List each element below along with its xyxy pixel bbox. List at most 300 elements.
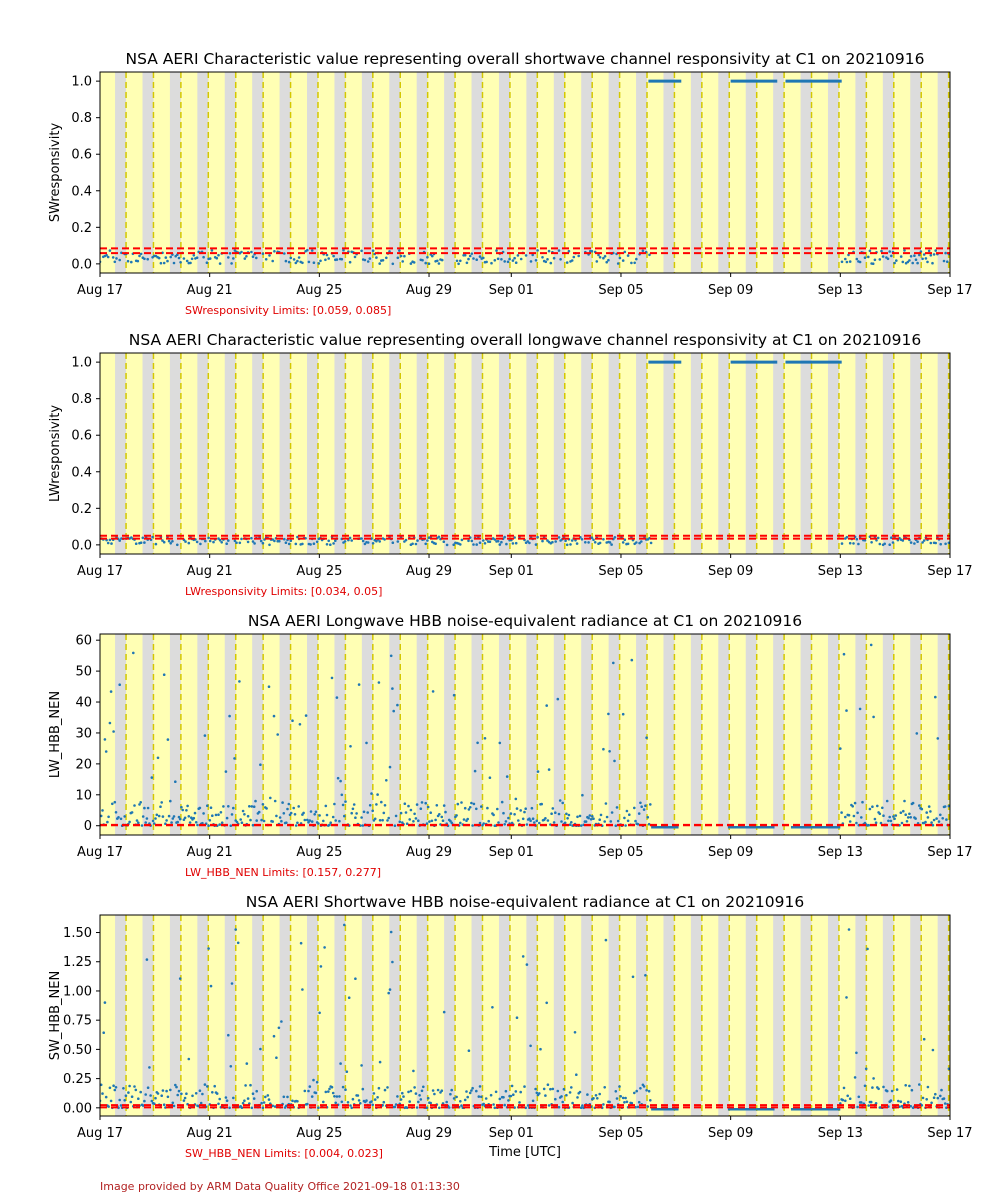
y-tick-label: 0.75	[63, 1013, 92, 1029]
night-band	[307, 634, 318, 835]
x-tick-label: Sep 17	[927, 845, 973, 860]
data-point	[576, 1096, 579, 1099]
data-point	[869, 808, 872, 811]
data-point	[585, 820, 588, 823]
y-tick-label: 30	[75, 726, 92, 742]
data-point	[132, 652, 135, 655]
data-point	[470, 802, 473, 805]
data-point	[434, 819, 437, 822]
data-point	[445, 1101, 448, 1104]
data-point	[213, 1085, 216, 1088]
data-point	[105, 1096, 108, 1099]
data-point	[472, 257, 475, 260]
data-point	[427, 806, 430, 809]
data-point	[154, 817, 157, 820]
x-tick-label: Aug 29	[406, 283, 453, 298]
data-point	[332, 255, 335, 258]
data-point	[107, 1105, 110, 1108]
data-point	[304, 819, 307, 822]
data-point	[580, 824, 583, 827]
y-tick-label: 1.50	[63, 926, 92, 942]
data-point	[928, 250, 931, 253]
data-point	[274, 800, 277, 803]
data-point	[334, 539, 337, 542]
data-point	[631, 1102, 634, 1105]
data-point	[336, 1095, 339, 1098]
data-point	[311, 1095, 314, 1098]
data-point	[404, 802, 407, 805]
data-point	[142, 815, 145, 818]
data-point	[859, 708, 862, 711]
y-axis-label: SWresponsivity	[48, 122, 63, 223]
data-point	[176, 544, 179, 547]
data-point	[107, 816, 110, 819]
data-point	[385, 779, 388, 782]
daylight-bands	[100, 353, 950, 554]
data-point	[627, 543, 630, 546]
data-point	[251, 805, 254, 808]
night-band	[773, 353, 784, 554]
data-point	[914, 817, 917, 820]
data-point	[470, 1089, 473, 1092]
data-point	[118, 259, 121, 262]
data-point	[227, 805, 230, 808]
night-band	[883, 353, 894, 554]
data-point	[248, 805, 251, 808]
data-point	[360, 537, 363, 540]
data-point	[139, 801, 142, 804]
data-point	[499, 543, 502, 546]
panel-4	[48, 893, 973, 1160]
data-point	[165, 256, 168, 259]
data-point	[925, 811, 928, 814]
data-point	[400, 1098, 403, 1101]
night-band	[389, 353, 400, 554]
y-tick-label: 0.25	[63, 1072, 92, 1088]
data-point	[916, 732, 919, 735]
data-point	[441, 816, 444, 819]
data-point	[644, 804, 647, 807]
data-point	[443, 540, 446, 543]
night-band	[609, 634, 620, 835]
data-point	[513, 813, 516, 816]
data-point	[354, 977, 357, 980]
data-point	[872, 262, 875, 265]
data-point	[252, 1092, 255, 1095]
data-point	[155, 543, 158, 546]
data-point	[507, 261, 510, 264]
data-point	[252, 824, 255, 827]
data-point	[844, 258, 847, 261]
data-point	[189, 821, 192, 824]
data-point	[250, 537, 253, 540]
night-band	[362, 353, 373, 554]
data-point	[371, 810, 374, 813]
data-point	[273, 540, 276, 543]
night-band	[691, 634, 702, 835]
data-point	[532, 817, 535, 820]
data-point	[649, 803, 652, 806]
data-point	[633, 1092, 636, 1095]
data-point	[854, 802, 857, 805]
data-point	[291, 1100, 294, 1103]
data-point	[401, 1092, 404, 1095]
data-point	[244, 257, 247, 260]
night-band	[307, 915, 318, 1116]
night-band	[636, 72, 647, 273]
data-point	[484, 737, 487, 740]
night-band	[115, 72, 126, 273]
data-point	[344, 1088, 347, 1091]
data-point	[622, 259, 625, 262]
data-point	[264, 1096, 267, 1099]
data-point	[650, 542, 653, 545]
night-band	[225, 353, 236, 554]
data-point	[609, 541, 612, 544]
night-band	[143, 72, 154, 273]
data-point	[299, 723, 302, 726]
data-point	[209, 819, 212, 822]
data-point	[858, 1096, 861, 1099]
x-tick-label: Sep 13	[817, 283, 863, 298]
night-band	[389, 634, 400, 835]
data-point	[374, 818, 377, 821]
data-point	[507, 1099, 510, 1102]
data-point	[183, 1099, 186, 1102]
data-point	[389, 988, 392, 991]
data-point	[206, 1085, 209, 1088]
data-point	[281, 801, 284, 804]
night-band	[883, 634, 894, 835]
x-tick-label: Aug 21	[186, 283, 233, 298]
y-tick-label: 0.2	[71, 501, 92, 517]
data-point	[896, 1088, 899, 1091]
data-point	[581, 1104, 584, 1107]
data-point	[405, 539, 408, 542]
y-tick-label: 0	[83, 819, 92, 835]
data-point	[212, 541, 215, 544]
data-point	[872, 716, 875, 719]
data-point	[491, 1006, 494, 1009]
data-point	[259, 1048, 262, 1051]
data-point	[360, 816, 363, 819]
data-point	[545, 1002, 548, 1005]
data-point	[900, 811, 903, 814]
data-point	[416, 1106, 419, 1109]
data-point	[426, 539, 429, 542]
data-point	[883, 543, 886, 546]
data-point	[204, 734, 207, 737]
x-tick-label: Sep 01	[488, 283, 534, 298]
data-point	[325, 1091, 328, 1094]
data-point	[253, 805, 256, 808]
data-point	[569, 823, 572, 826]
data-point	[220, 541, 223, 544]
data-point	[874, 259, 877, 262]
data-point	[302, 812, 305, 815]
night-band	[389, 72, 400, 273]
data-point	[564, 822, 567, 825]
data-point	[255, 819, 258, 822]
data-point	[338, 1095, 341, 1098]
data-point	[193, 817, 196, 820]
night-band	[554, 72, 565, 273]
data-point	[902, 810, 905, 813]
data-point	[329, 821, 332, 824]
data-point	[412, 1070, 415, 1073]
x-tick-label: Aug 21	[186, 845, 233, 860]
data-point	[247, 815, 250, 818]
data-point	[503, 823, 506, 826]
data-point	[234, 928, 237, 931]
data-point	[431, 820, 434, 823]
data-point	[185, 809, 188, 812]
data-point	[438, 813, 441, 816]
data-point	[486, 807, 489, 810]
night-band	[663, 353, 674, 554]
data-point	[607, 259, 610, 262]
data-point	[180, 1093, 183, 1096]
data-point	[626, 810, 629, 813]
data-point	[352, 808, 355, 811]
x-tick-label: Aug 25	[296, 564, 343, 579]
y-tick-label: 0.0	[71, 257, 92, 273]
data-point	[230, 1065, 233, 1068]
data-point	[225, 770, 228, 773]
data-point	[489, 776, 492, 779]
x-tick-label: Sep 09	[708, 564, 754, 579]
data-point	[571, 1102, 574, 1105]
data-point	[887, 258, 890, 261]
data-point	[554, 540, 557, 543]
data-point	[895, 259, 898, 262]
data-point	[906, 820, 909, 823]
data-point	[849, 542, 852, 545]
data-point	[120, 1104, 123, 1107]
data-point	[903, 249, 906, 252]
data-point	[541, 540, 544, 543]
data-point	[372, 249, 375, 252]
data-point	[469, 1092, 472, 1095]
data-point	[532, 1100, 535, 1103]
night-band	[801, 915, 812, 1116]
night-band	[472, 72, 483, 273]
data-point	[278, 540, 281, 543]
night-band	[280, 72, 291, 273]
y-tick-label: 0.0	[71, 538, 92, 554]
data-point	[432, 690, 435, 693]
data-point	[441, 259, 444, 262]
data-point	[179, 818, 182, 821]
data-point	[300, 942, 303, 945]
data-point	[523, 811, 526, 814]
x-tick-label: Sep 09	[708, 283, 754, 298]
data-point	[339, 1062, 342, 1065]
data-point	[394, 1106, 397, 1109]
data-point	[943, 260, 946, 263]
data-point	[500, 541, 503, 544]
data-point	[843, 653, 846, 656]
data-point	[879, 543, 882, 546]
night-band	[691, 915, 702, 1116]
data-point	[320, 965, 323, 968]
data-point	[375, 803, 378, 806]
data-point	[296, 822, 299, 825]
data-point	[118, 683, 121, 686]
night-band	[115, 353, 126, 554]
night-band	[801, 72, 812, 273]
data-point	[269, 797, 272, 800]
data-point	[331, 677, 334, 680]
data-point	[295, 543, 298, 546]
data-point	[618, 1085, 621, 1088]
data-point	[614, 536, 617, 539]
data-point	[469, 806, 472, 809]
data-point	[265, 807, 268, 810]
data-point	[516, 1016, 519, 1019]
data-point	[602, 748, 605, 751]
data-point	[179, 977, 182, 980]
data-point	[867, 824, 870, 827]
data-point	[209, 540, 212, 543]
data-point	[495, 249, 498, 252]
data-point	[519, 1091, 522, 1094]
data-point	[157, 757, 160, 760]
data-point	[294, 813, 297, 816]
data-point	[615, 1090, 618, 1093]
data-point	[273, 1035, 276, 1038]
data-point	[544, 1094, 547, 1097]
limits-text: SW_HBB_NEN Limits: [0.004, 0.023]	[185, 1147, 383, 1160]
data-point	[407, 805, 410, 808]
data-point	[643, 808, 646, 811]
data-point	[207, 824, 210, 827]
data-point	[512, 259, 515, 262]
data-point	[285, 260, 288, 263]
x-tick-label: Aug 29	[406, 1126, 453, 1141]
data-point	[333, 803, 336, 806]
data-point	[227, 539, 230, 542]
data-point	[424, 543, 427, 546]
x-tick-label: Sep 09	[708, 1126, 754, 1141]
night-band	[855, 634, 866, 835]
data-point	[603, 820, 606, 823]
data-point	[398, 249, 401, 252]
data-point	[563, 1088, 566, 1091]
data-point	[426, 256, 429, 259]
data-point	[581, 794, 584, 797]
data-point	[559, 258, 562, 261]
data-point	[547, 1083, 550, 1086]
data-point	[645, 736, 648, 739]
data-point	[301, 543, 304, 546]
data-point	[245, 255, 248, 258]
data-point	[309, 819, 312, 822]
night-band	[691, 353, 702, 554]
data-point	[943, 1097, 946, 1100]
data-point	[283, 1096, 286, 1099]
data-point	[944, 252, 947, 255]
data-point	[369, 804, 372, 807]
data-point	[211, 814, 214, 817]
data-point	[512, 1093, 515, 1096]
data-point	[115, 811, 118, 814]
data-point	[387, 817, 390, 820]
data-point	[167, 1096, 170, 1099]
data-point	[232, 257, 235, 260]
panel-title: NSA AERI Shortwave HBB noise-equivalent radiance at C1 on 20210916	[245, 893, 805, 911]
data-point	[844, 816, 847, 819]
data-point	[944, 805, 947, 808]
data-point	[207, 947, 210, 950]
y-tick-label: 10	[75, 788, 92, 804]
data-point	[587, 817, 590, 820]
night-band	[225, 634, 236, 835]
data-point	[109, 722, 112, 725]
data-point	[364, 259, 367, 262]
data-point	[575, 1073, 578, 1076]
data-point	[891, 1090, 894, 1093]
data-point	[186, 805, 189, 808]
data-point	[378, 1087, 381, 1090]
data-point	[410, 1090, 413, 1093]
data-point	[326, 814, 329, 817]
data-point	[240, 251, 243, 254]
data-point	[482, 539, 485, 542]
data-point	[910, 255, 913, 258]
y-tick-label: 20	[75, 757, 92, 773]
data-point	[237, 942, 240, 945]
data-point	[308, 261, 311, 264]
data-point	[389, 766, 392, 769]
data-point	[882, 814, 885, 817]
data-point	[539, 1048, 542, 1051]
y-axis-label: SW_HBB_NEN	[48, 970, 63, 1061]
data-point	[854, 1076, 857, 1079]
data-point	[397, 540, 400, 543]
data-point	[291, 719, 294, 722]
data-point	[304, 1090, 307, 1093]
data-point	[154, 1097, 157, 1100]
data-point	[934, 542, 937, 545]
data-point	[460, 801, 463, 804]
data-point	[866, 948, 869, 951]
data-point	[924, 821, 927, 824]
data-point	[144, 821, 147, 824]
data-point	[478, 1095, 481, 1098]
data-point	[169, 800, 172, 803]
data-point	[383, 812, 386, 815]
data-point	[379, 1061, 382, 1064]
data-point	[940, 1089, 943, 1092]
data-point	[342, 1086, 345, 1089]
data-point	[181, 809, 184, 812]
data-point	[317, 1106, 320, 1109]
data-point	[597, 254, 600, 257]
night-band	[801, 634, 812, 835]
data-point	[191, 1095, 194, 1098]
night-band	[746, 915, 757, 1116]
data-point	[617, 820, 620, 823]
data-point	[337, 777, 340, 780]
data-point	[188, 542, 191, 545]
data-point	[301, 988, 304, 991]
data-point	[147, 1086, 150, 1089]
data-point	[399, 820, 402, 823]
data-point	[911, 1089, 914, 1092]
data-point	[605, 261, 608, 264]
data-point	[484, 542, 487, 545]
